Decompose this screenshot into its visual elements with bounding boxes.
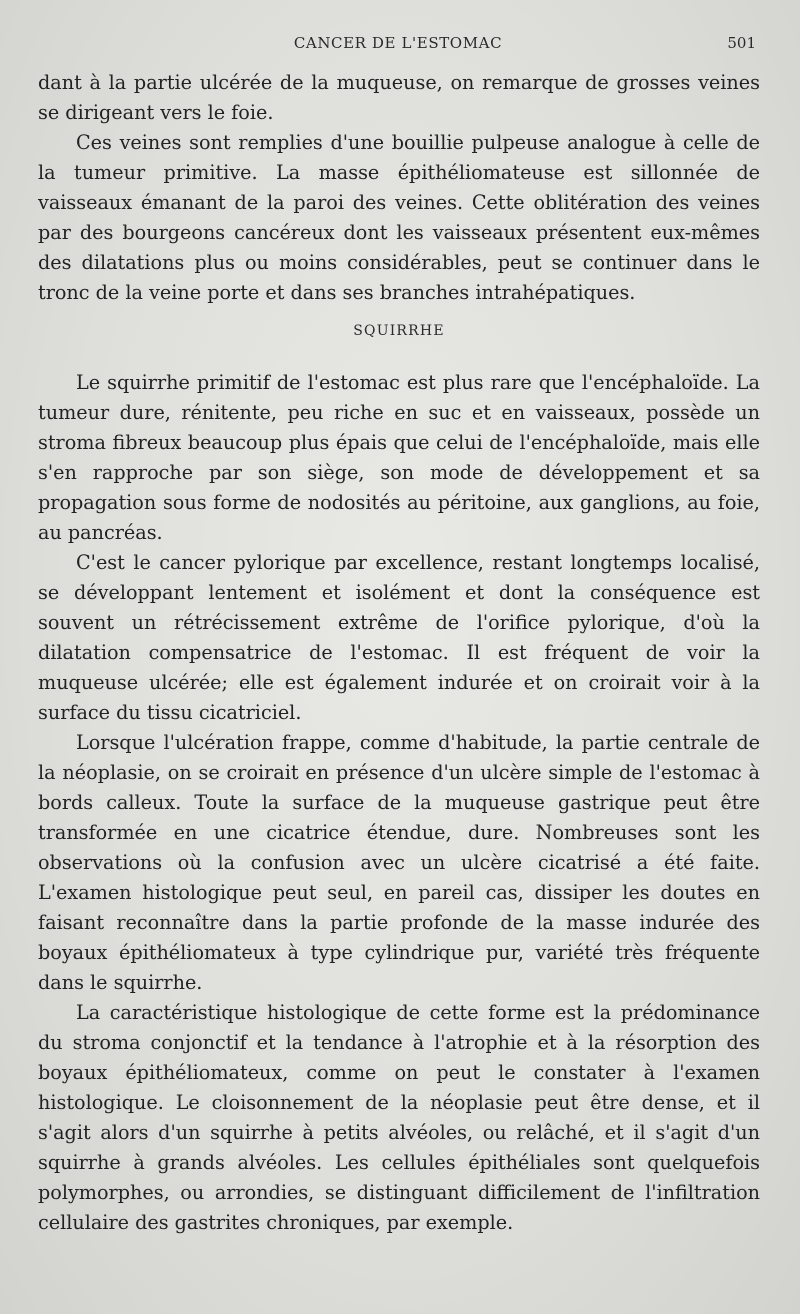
running-title: CANCER DE L'ESTOMAC xyxy=(293,34,503,52)
paragraph: Ces veines sont remplies d'une bouillie pulpeuse analogue à celle de la tumeur primitive. La masse épithéliomateuse est sillonnée de vaisseaux émanant de la paroi des veines. Cette oblitération des veines par des bourgeons cancéreux dont les vaisseaux présentent eux-mêmes des dilatations plus ou moins considérables, peut se continuer dans le tronc de la veine porte et dans ses branches intrahépatiques. xyxy=(38,131,760,304)
paragraph: Lorsque l'ulcération frappe, comme d'habitude, la partie centrale de la néoplasie, on se croirait en présence d'un ulcère simple de l'estomac à bords calleux. Toute la surface de la muqueuse gastrique peut être transformée en une cicatrice étendue, dure. Nombreuses sont les observations où la confusion avec un ulcère cicatrisé a été faite. L'examen histologique peut seul, en pareil cas, dissiper les doutes en faisant reconnaître dans la partie profonde de la masse indurée des boyaux épithéliomateux à type cylindrique pur, variété très fréquente dans le squirrhe. xyxy=(38,731,760,994)
section-heading: SQUIRRHE xyxy=(353,323,445,339)
paragraph: Le squirrhe primitif de l'estomac est plus rare que l'encéphaloïde. La tumeur dure, rénitente, peu riche en suc et en vaisseaux, possède un stroma fibreux beaucoup plus épais que celui de l'encéphaloïde, mais elle s'en rapproche par son siège, son mode de développement et sa propagation sous forme de nodosités au péritoine, aux ganglions, au foie, au pancréas. xyxy=(38,371,760,544)
body-text xyxy=(38,68,760,1238)
paragraph: dant à la partie ulcérée de la muqueuse, on remarque de grosses veines se dirigeant vers le foie. xyxy=(38,71,760,124)
page-number: 501 xyxy=(727,34,756,52)
paragraph: La caractéristique histologique de cette forme est la prédominance du stroma conjonctif et la tendance à l'atrophie et à la résorption des boyaux épithéliomateux, comme on peut le constater à l'examen histologique. Le cloisonnement de la néoplasie peut être dense, et il s'agit alors d'un squirrhe à petits alvéoles, ou relâché, et il s'agit d'un squirrhe à grands alvéoles. Les cellules épithéliales sont quelquefois polymorphes, ou arrondies, se distinguant difficilement de l'infiltration cellulaire des gastrites chroniques, par exemple. xyxy=(38,1001,760,1234)
running-head xyxy=(40,34,756,56)
paragraph: C'est le cancer pylorique par excellence, restant longtemps localisé, se développant lentement et isolément et dont la conséquence est souvent un rétrécissement extrême de l'orifice pylorique, d'où la dilatation compensatrice de l'estomac. Il est fréquent de voir la muqueuse ulcérée; elle est également indurée et on croirait voir à la surface du tissu cicatriciel. xyxy=(38,551,760,724)
